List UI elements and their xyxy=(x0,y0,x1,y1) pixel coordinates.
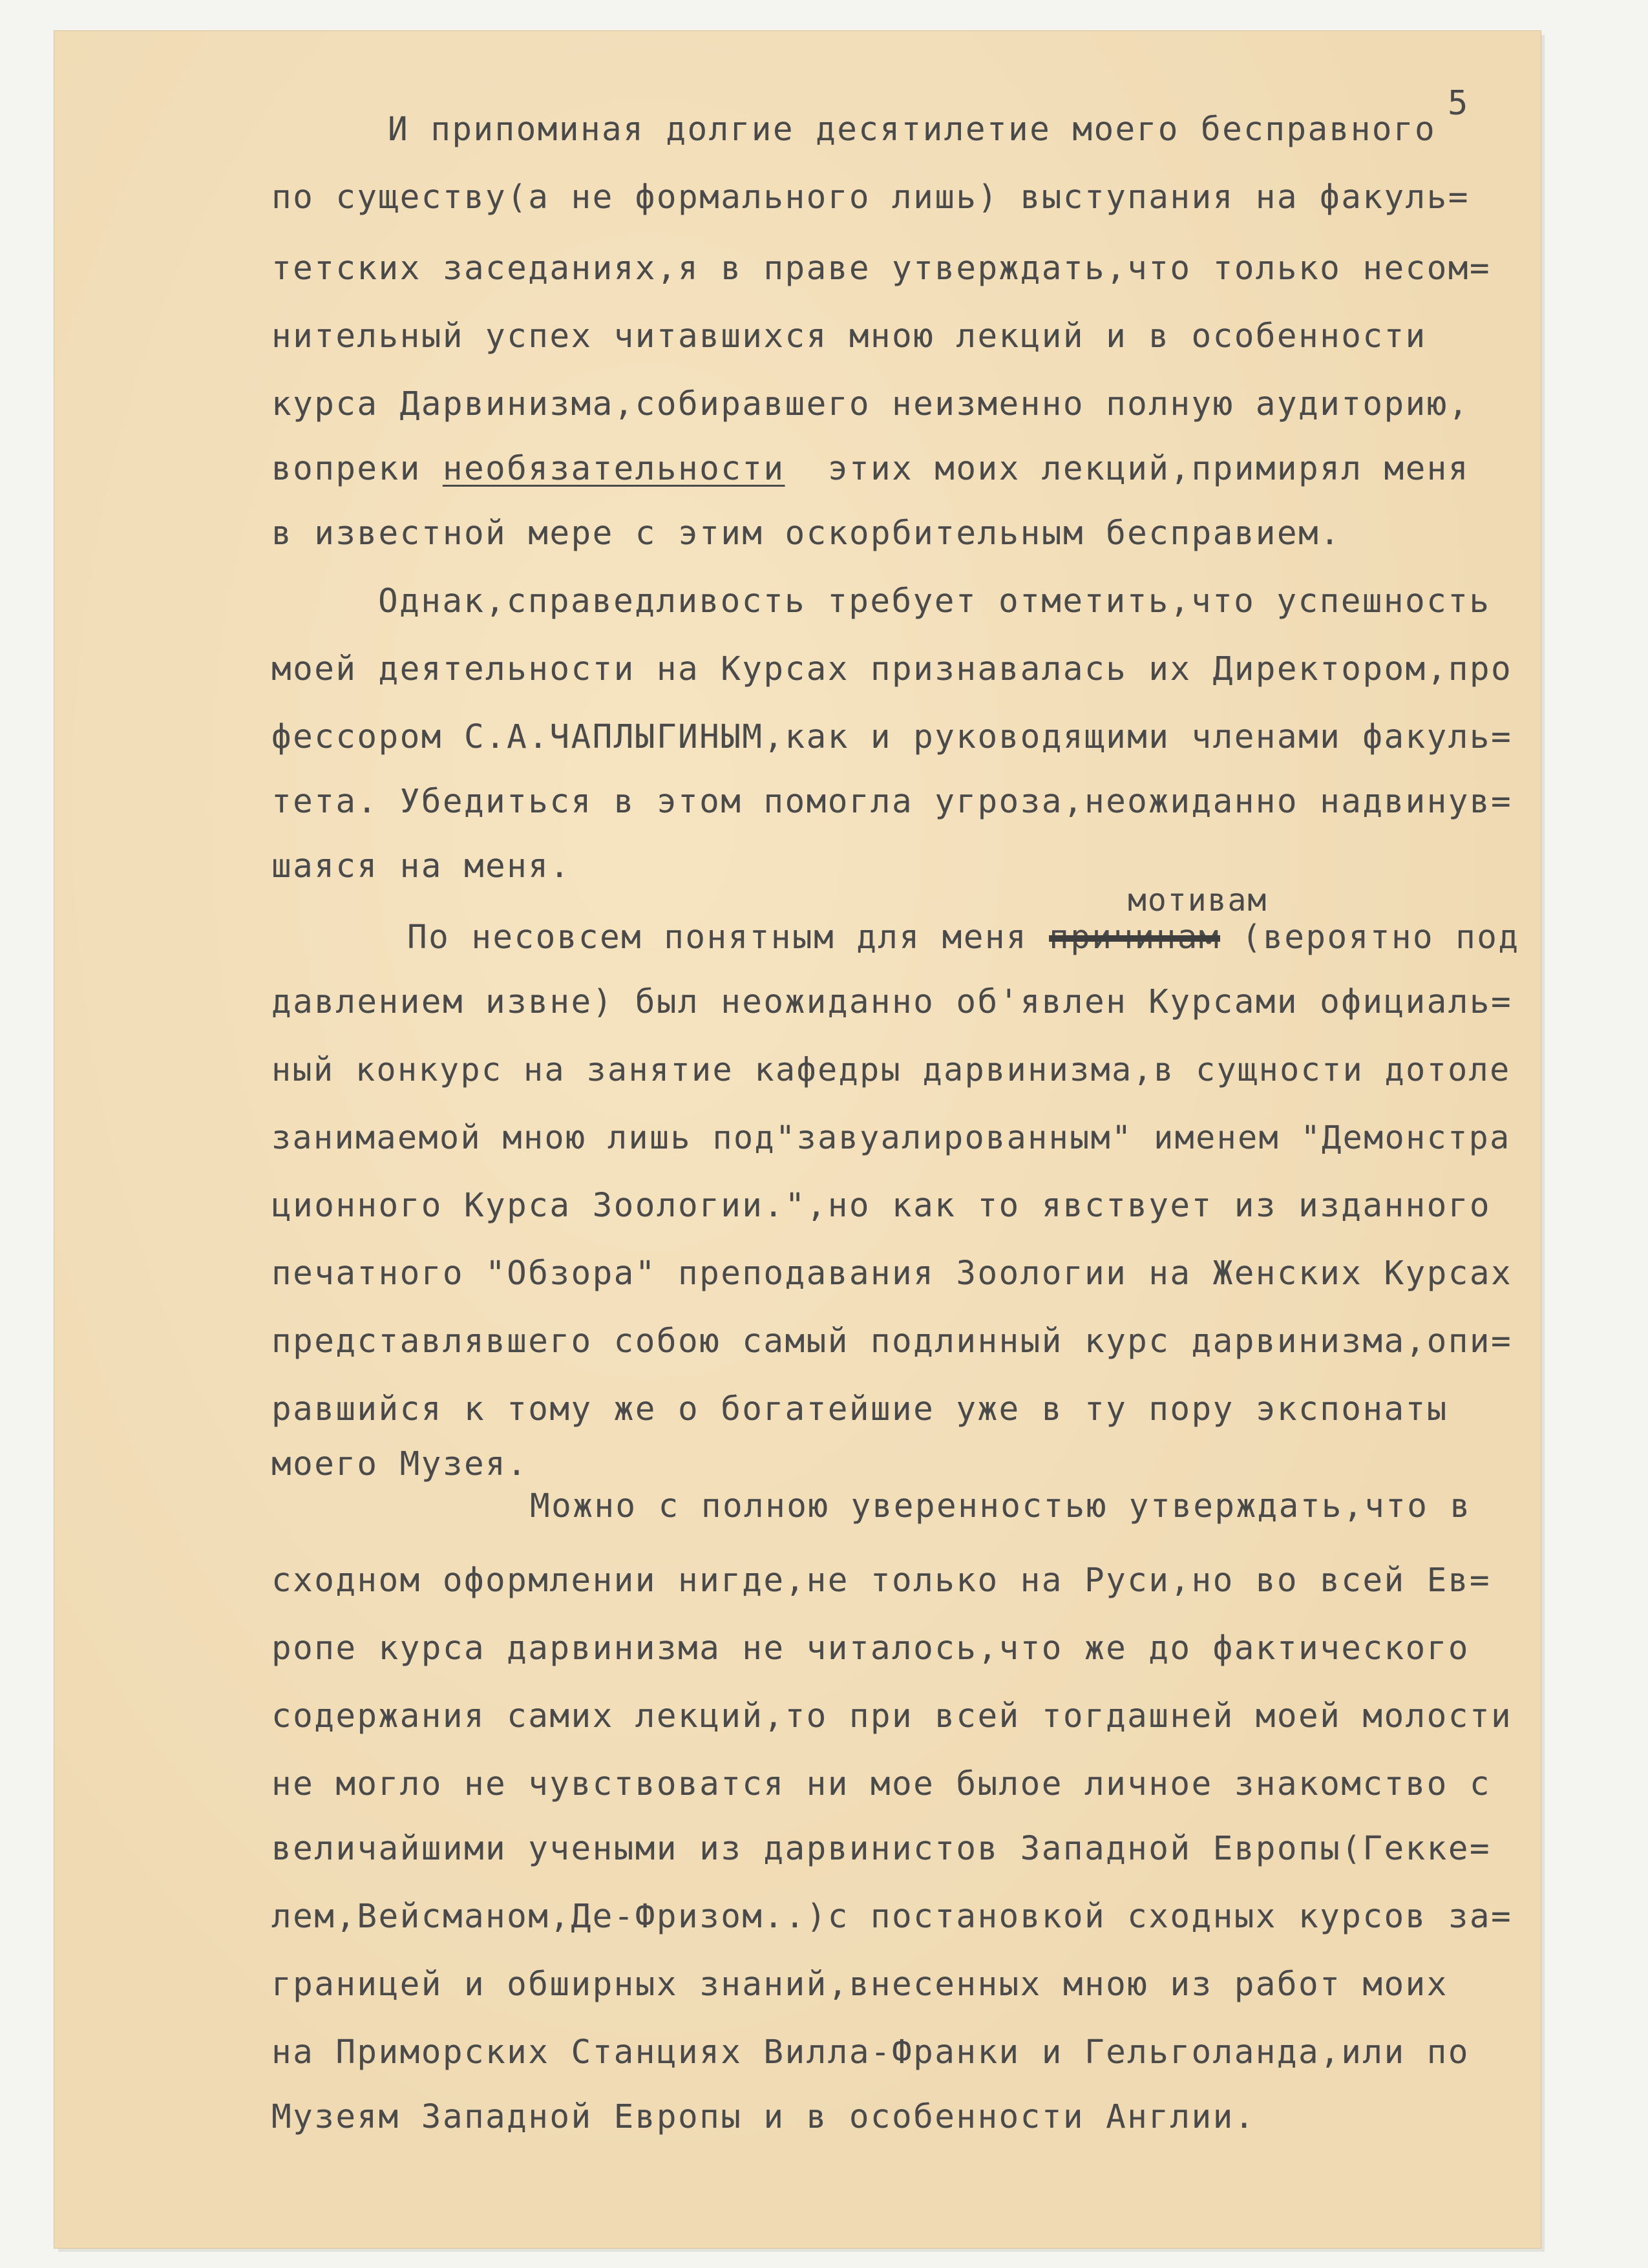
text-line: нительный успех читавшихся мною лекций и в особенности xyxy=(271,317,1427,355)
text-line: в известной мере с этим оскорбительным бесправием. xyxy=(271,514,1342,553)
text-line: Музеям Западной Европы и в особенности Англии. xyxy=(271,2098,1256,2136)
text-line: тета. Убедиться в этом помогла угроза,неожиданно надвинув= xyxy=(271,783,1513,821)
text-line: моего Музея. xyxy=(271,1445,529,1483)
text-line: равшийся к тому же о богатейшие уже в ту пору экспонаты xyxy=(271,1390,1448,1428)
text-line: тетских заседаниях,я в праве утверждать,что только несом= xyxy=(271,249,1491,288)
text-line: по существу(а не формального лишь) выступания на факуль= xyxy=(271,178,1470,217)
text-line: курса Дарвинизма,собиравшего неизменно полную аудиторию, xyxy=(271,385,1470,423)
text-line: И припоминая долгие десятилетие моего бесправного xyxy=(388,111,1437,149)
handwritten-insertion: мотивам xyxy=(1128,882,1268,918)
underlined-word: необязательности xyxy=(442,450,785,488)
text-line: ционного Курса Зоологии.",но как то явствует из изданного xyxy=(271,1187,1491,1225)
text-line: величайшими учеными из дарвинистов Западной Европы(Гекке= xyxy=(271,1830,1491,1868)
text-segment: этих моих лекций,примирял меня xyxy=(785,450,1470,488)
text-segment: По несовсем понятным для меня xyxy=(407,918,1050,957)
text-line: печатного "Обзора" преподавания Зоологии на Женских Курсах xyxy=(271,1255,1513,1293)
struck-word: причинам xyxy=(1049,918,1220,957)
page-number: 5 xyxy=(1448,84,1468,123)
text-line: Можно с полною уверенностью утверждать,что в xyxy=(530,1487,1472,1525)
text-line: давлением извне) был неожиданно об'явлен Курсами официаль= xyxy=(271,983,1513,1021)
text-line: границей и обширных знаний,внесенных мною из работ моих xyxy=(271,1966,1448,2004)
text-line: сходном оформлении нигде,не только на Руси,но во всей Ев= xyxy=(271,1562,1491,1600)
text-line: на Приморских Станциях Вилла-Франки и Гельголанда,или по xyxy=(271,2033,1470,2072)
text-line: не могло не чувствоватся ни мое былое личное знакомство с xyxy=(271,1765,1491,1803)
text-line: лем,Вейсманом,Де-Фризом..)с постановкой сходных курсов за= xyxy=(271,1898,1513,1936)
text-line xyxy=(271,450,1470,488)
text-line: занимаемой мною лишь под"завуалированным" именем "Демонстра xyxy=(271,1119,1511,1156)
text-line: представлявшего собою самый подлинный курс дарвинизма,опи= xyxy=(271,1322,1513,1361)
text-line: шаяся на меня. xyxy=(271,847,571,885)
text-line: фессором С.А.ЧАПЛЫГИНЫМ,как и руководящими членами факуль= xyxy=(271,718,1513,756)
text-segment: вопреки xyxy=(271,450,443,488)
text-line: ропе курса дарвинизма не читалось,что же до фактического xyxy=(271,1629,1470,1668)
text-segment: (вероятно под xyxy=(1220,918,1520,957)
text-line xyxy=(407,918,1520,957)
text-line: моей деятельности на Курсах признавалась их Директором,про xyxy=(271,650,1513,688)
text-line: Однак,справедливость требует отметить,что успешность xyxy=(378,582,1491,620)
text-line: содержания самих лекций,то при всей тогдашней моей молости xyxy=(271,1697,1513,1735)
text-line: ный конкурс на занятие кафедры дарвинизма,в сущности дотоле xyxy=(271,1051,1511,1088)
